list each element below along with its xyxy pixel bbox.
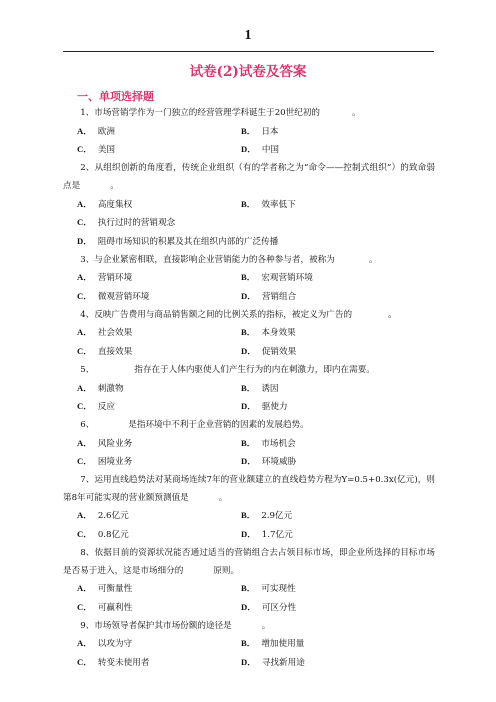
option-item xyxy=(241,435,405,454)
question-stem: 9、市场领导者保护其市场份额的途径是 xyxy=(80,620,232,631)
option-letter: D． xyxy=(241,456,256,467)
option-text: 宏观营销环境 xyxy=(261,273,313,284)
question-text xyxy=(63,105,435,123)
option-text: 驱使力 xyxy=(261,402,288,413)
question-item xyxy=(63,105,435,160)
option-item xyxy=(241,343,405,362)
option-letter: B． xyxy=(241,638,256,649)
option-item xyxy=(77,196,241,215)
option-list xyxy=(63,580,435,617)
option-text: 效率低下 xyxy=(261,199,296,210)
option-letter: A． xyxy=(77,638,92,649)
option-item xyxy=(77,324,241,343)
option-text: 诱因 xyxy=(261,383,279,394)
question-item xyxy=(63,545,435,618)
option-text: 阻碍市场知识的积累及其在组织内部的广泛传播 xyxy=(97,236,279,247)
option-letter: C． xyxy=(77,657,92,668)
question-list xyxy=(63,105,435,673)
option-letter: C． xyxy=(77,456,92,467)
question-item xyxy=(63,252,435,307)
option-text: 寻找新用途 xyxy=(261,658,305,669)
option-item xyxy=(77,343,241,362)
option-text: 社会效果 xyxy=(97,328,133,339)
option-letter: C． xyxy=(77,529,92,540)
option-letter: D． xyxy=(241,144,256,155)
option-letter: A． xyxy=(77,125,92,136)
option-item xyxy=(77,507,241,526)
option-item xyxy=(77,123,241,142)
option-letter: B． xyxy=(241,272,256,283)
option-text: 执行过时的营销观念 xyxy=(97,218,176,229)
question-stem: 4、反映广告费用与商品销售额之间的比例关系的指标，被定义为广告的 xyxy=(80,309,353,320)
question-stem: 7、运用直线趋势法对某商场连续7年的营业额建立的直线趋势方程为Y=0.5+0.3x(亿元)，则第8年可能实现的营业额预测值是 xyxy=(63,475,435,503)
option-text: 中国 xyxy=(261,145,280,156)
option-text: 日本 xyxy=(261,126,279,137)
option-letter: D． xyxy=(241,346,256,357)
option-letter: C． xyxy=(77,346,92,357)
question-stem-tail: 。 xyxy=(261,620,271,631)
option-item xyxy=(241,580,405,599)
option-item xyxy=(241,526,405,545)
option-list xyxy=(63,324,435,361)
question-stem: 6、 xyxy=(80,419,95,430)
option-letter: C． xyxy=(77,144,92,155)
option-item xyxy=(77,580,241,599)
option-text: 营销组合 xyxy=(261,292,297,303)
option-letter: B． xyxy=(241,382,256,393)
option-text: 微观营销环境 xyxy=(97,292,150,303)
question-text xyxy=(63,618,435,636)
option-letter: D． xyxy=(241,291,256,302)
question-text xyxy=(63,252,435,270)
option-item xyxy=(77,599,241,618)
option-item xyxy=(241,398,405,417)
option-text: 增加使用量 xyxy=(261,639,305,650)
option-letter: A． xyxy=(77,382,92,393)
option-text: 营销环境 xyxy=(97,273,133,284)
option-letter: D． xyxy=(241,401,256,412)
document-title: 试卷(2)试卷及答案 xyxy=(189,64,307,80)
option-letter: A． xyxy=(77,198,92,209)
option-item xyxy=(241,324,405,343)
option-item xyxy=(77,526,241,545)
option-list xyxy=(63,196,435,252)
option-text: 高度集权 xyxy=(97,199,133,210)
option-letter: A． xyxy=(77,510,92,521)
option-text: 可实现性 xyxy=(261,584,296,595)
option-letter: B． xyxy=(241,198,256,209)
option-list xyxy=(63,380,435,417)
question-item xyxy=(63,417,435,472)
option-item xyxy=(77,398,241,417)
option-letter: D． xyxy=(241,601,256,612)
section-heading: 一、单项选择题 xyxy=(77,90,154,103)
option-item xyxy=(241,269,405,288)
question-item xyxy=(63,362,435,417)
option-letter: A． xyxy=(77,272,92,283)
option-text: 直接效果 xyxy=(97,347,133,358)
option-text: 可衡量性 xyxy=(97,584,133,595)
option-letter: A． xyxy=(77,437,92,448)
option-letter: A． xyxy=(77,327,92,338)
question-item xyxy=(63,472,435,545)
option-item xyxy=(241,288,405,307)
option-item xyxy=(77,654,241,673)
option-list xyxy=(63,507,435,544)
page-number: 1 xyxy=(244,28,252,43)
option-letter: B． xyxy=(241,510,256,521)
question-stem: 5、 xyxy=(80,364,95,375)
option-item xyxy=(77,269,241,288)
question-stem-tail: 是指环境中不利于企业营销的因素的发展趋势。 xyxy=(128,419,309,430)
question-stem: 3、与企业紧密相联，直接影响企业营销能力的各种参与者，被称为 xyxy=(80,254,335,265)
question-text xyxy=(63,545,435,580)
option-text: 刺激物 xyxy=(97,383,124,394)
option-text: 1.7亿元 xyxy=(261,530,293,541)
option-text: 2.9亿元 xyxy=(261,511,293,522)
option-text: 市场机会 xyxy=(261,438,296,449)
option-item xyxy=(77,233,417,252)
option-letter: C． xyxy=(77,601,92,612)
option-item xyxy=(77,635,241,654)
question-stem-tail: 。 xyxy=(368,254,378,265)
question-stem-tail: 。 xyxy=(388,309,397,320)
option-item xyxy=(241,453,405,472)
option-letter: D． xyxy=(77,235,92,246)
question-stem: 1、市场营销学作为一门独立的经营管理学科诞生于20世纪初的 xyxy=(80,108,321,118)
question-stem-tail: 指存在于人体内驱使人们产生行为的内在刺激力，即内在需要。 xyxy=(134,364,375,375)
option-text: 困境业务 xyxy=(97,457,133,468)
option-item xyxy=(77,453,241,472)
option-item xyxy=(241,507,405,526)
question-stem-tail: 。 xyxy=(352,108,361,118)
question-item xyxy=(63,307,435,362)
option-text: 以攻为守 xyxy=(97,639,133,650)
option-letter: B． xyxy=(241,437,256,448)
option-text: 2.6亿元 xyxy=(97,511,129,522)
option-letter: B． xyxy=(241,125,256,136)
option-item xyxy=(77,141,241,160)
question-stem: 2、从组织创新的角度看，传统企业组织（有的学者称之为“命令——控制式组织”）的致命弱点是 xyxy=(63,163,435,191)
question-item xyxy=(63,618,435,673)
option-text: 风险业务 xyxy=(97,438,133,449)
option-text: 0.8亿元 xyxy=(97,530,129,541)
option-list xyxy=(63,269,435,306)
option-item xyxy=(77,435,241,454)
option-letter: C． xyxy=(77,401,92,412)
question-text xyxy=(63,362,435,380)
option-item xyxy=(77,288,241,307)
question-text xyxy=(63,472,435,507)
question-stem: 8、依据目前的资源状况能否通过适当的营销组合去占领目标市场，即企业所选择的目标市场是否易于进入，这是市场细分的 xyxy=(63,547,435,576)
option-list xyxy=(63,435,435,472)
option-item xyxy=(77,214,417,233)
question-text xyxy=(63,160,435,195)
question-item xyxy=(63,160,435,252)
option-item xyxy=(241,635,405,654)
question-text xyxy=(63,417,435,435)
option-item xyxy=(77,380,241,399)
option-text: 转变未使用者 xyxy=(97,658,150,669)
question-text xyxy=(63,307,435,325)
question-stem-tail: 。 xyxy=(110,180,119,191)
option-text: 本身效果 xyxy=(261,328,296,339)
option-item xyxy=(241,654,405,673)
option-text: 可赢利性 xyxy=(97,602,133,613)
option-item xyxy=(241,141,405,160)
option-item xyxy=(241,599,405,618)
option-letter: C． xyxy=(77,291,92,302)
option-list xyxy=(63,123,435,160)
option-letter: A． xyxy=(77,583,92,594)
question-stem-tail: 原则。 xyxy=(213,565,240,576)
option-text: 反应 xyxy=(97,402,116,413)
option-letter: B． xyxy=(241,327,256,338)
option-text: 环境威胁 xyxy=(261,457,297,468)
option-letter: D． xyxy=(241,657,256,668)
option-text: 欧洲 xyxy=(97,126,116,137)
option-item xyxy=(241,123,405,142)
option-text: 可区分性 xyxy=(261,602,297,613)
option-text: 促销效果 xyxy=(261,347,297,358)
option-letter: C． xyxy=(77,217,92,228)
option-text: 美国 xyxy=(97,145,116,156)
option-letter: B． xyxy=(241,583,256,594)
option-letter: D． xyxy=(241,529,256,540)
option-item xyxy=(241,380,405,399)
question-stem-tail: 。 xyxy=(218,492,228,503)
option-item xyxy=(241,196,405,215)
header-rule xyxy=(63,51,434,52)
option-list xyxy=(63,635,435,672)
